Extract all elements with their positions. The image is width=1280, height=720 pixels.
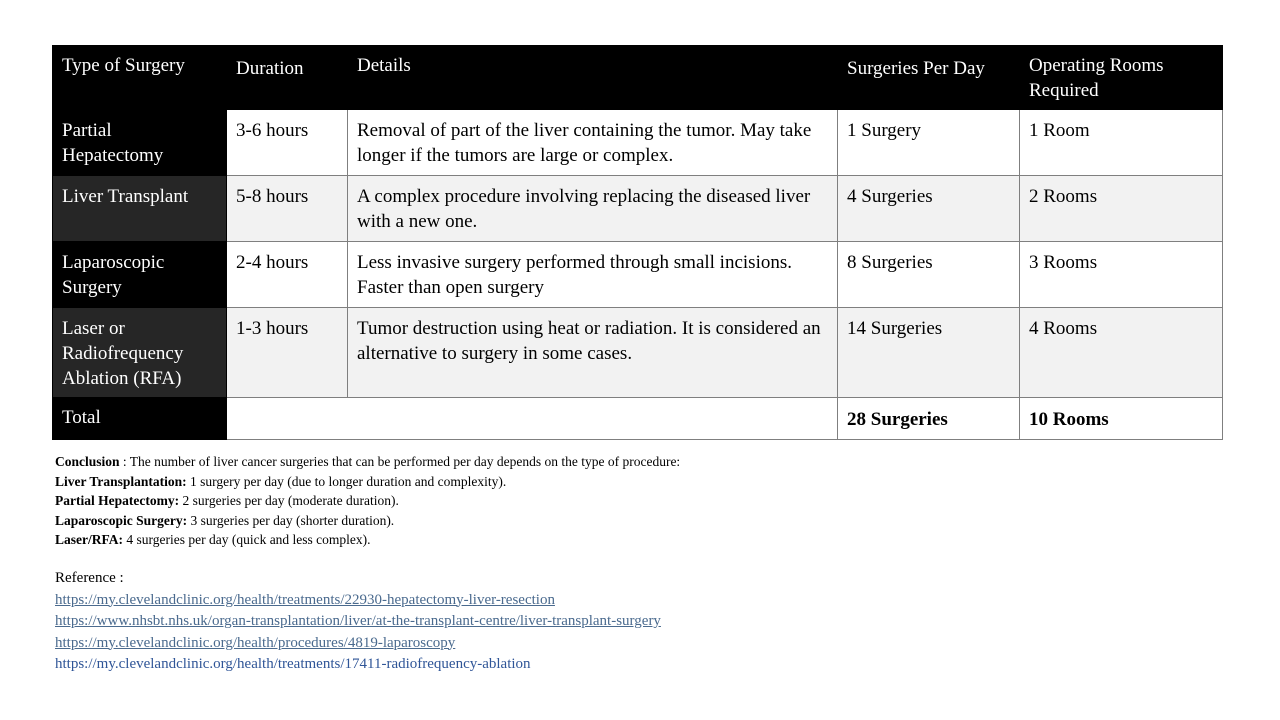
- conclusion-notes: [55, 452, 1155, 550]
- total-rooms: 10 Rooms: [1020, 398, 1223, 440]
- conclusion-item-text: 3 surgeries per day (shorter duration).: [187, 512, 395, 528]
- conclusion-item-text: 2 surgeries per day (moderate duration).: [179, 493, 399, 508]
- table-header-row: [53, 46, 1223, 110]
- conclusion-item-label: Laser/RFA:: [55, 532, 123, 547]
- rooms-required: 3 Rooms: [1020, 242, 1223, 308]
- conclusion-line: [55, 452, 1155, 472]
- conclusion-item: [55, 530, 1155, 550]
- reference-link-laparoscopy[interactable]: https://my.clevelandclinic.org/health/procedures/4819-laparoscopy: [55, 634, 456, 651]
- reference-section: [55, 568, 1155, 676]
- reference-link-hepatectomy[interactable]: https://my.clevelandclinic.org/health/treatments/22930-hepatectomy-liver-resection: [55, 591, 555, 608]
- surgery-details: A complex procedure involving replacing the diseased liver with a new one.: [348, 176, 838, 242]
- surgery-type: Partial Hepatectomy: [53, 110, 227, 176]
- reference-link-liver-transplant[interactable]: https://www.nhsbt.nhs.uk/organ-transplantation/liver/at-the-transplant-centre/liver-transplant-surgery: [55, 613, 661, 629]
- conclusion-label: Conclusion: [55, 454, 120, 469]
- surgery-duration: 5-8 hours: [227, 176, 348, 242]
- total-surgeries: 28 Surgeries: [838, 398, 1020, 440]
- table-row: [53, 176, 1223, 242]
- surgery-type: Laser or Radiofrequency Ablation (RFA): [53, 308, 227, 398]
- surgeries-per-day: 4 Surgeries: [838, 176, 1020, 242]
- header-operating-rooms: Operating Rooms Required: [1020, 46, 1223, 110]
- surgery-type: Laparoscopic Surgery: [53, 242, 227, 308]
- header-details: Details: [348, 46, 838, 110]
- conclusion-item-label: Laparoscopic Surgery:: [55, 512, 188, 528]
- surgery-type: Liver Transplant: [53, 176, 227, 242]
- surgery-duration: 1-3 hours: [227, 308, 348, 398]
- conclusion-item-text: 4 surgeries per day (quick and less complex).: [122, 532, 371, 547]
- rooms-required: 1 Room: [1020, 110, 1223, 176]
- total-row: [53, 398, 1223, 440]
- reference-label: Reference :: [55, 570, 124, 586]
- header-surgeries-per-day: Surgeries Per Day: [838, 46, 1020, 110]
- surgery-details: Tumor destruction using heat or radiation. It is considered an alternative to surgery in some cases.: [348, 308, 838, 398]
- conclusion-item-label: Partial Hepatectomy:: [55, 493, 180, 508]
- header-duration: Duration: [227, 46, 348, 110]
- conclusion-item-text: 1 surgery per day (due to longer duration and complexity).: [186, 473, 507, 489]
- total-label: Total: [53, 398, 227, 440]
- surgeries-per-day: 1 Surgery: [838, 110, 1020, 176]
- total-empty-cell: [227, 398, 838, 440]
- rooms-required: 4 Rooms: [1020, 308, 1223, 398]
- conclusion-item: [55, 472, 1155, 492]
- surgery-details: Less invasive surgery performed through small incisions. Faster than open surgery: [348, 242, 838, 308]
- surgeries-per-day: 14 Surgeries: [838, 308, 1020, 398]
- table-row: [53, 242, 1223, 308]
- surgery-details: Removal of part of the liver containing the tumor. May take longer if the tumors are large or complex.: [348, 110, 838, 176]
- conclusion-text: : The number of liver cancer surgeries that can be performed per day depends on the type of procedure:: [119, 454, 681, 469]
- conclusion-item: [55, 491, 1155, 511]
- header-type: Type of Surgery: [53, 46, 227, 110]
- table-row: [53, 110, 1223, 176]
- surgeries-per-day: 8 Surgeries: [838, 242, 1020, 308]
- conclusion-item: [55, 511, 1155, 531]
- rooms-required: 2 Rooms: [1020, 176, 1223, 242]
- conclusion-item-label: Liver Transplantation:: [55, 473, 187, 489]
- surgery-table: [52, 45, 1223, 440]
- table-row: [53, 308, 1223, 398]
- surgery-duration: 3-6 hours: [227, 110, 348, 176]
- surgery-duration: 2-4 hours: [227, 242, 348, 308]
- reference-link-radiofrequency-ablation[interactable]: https://my.clevelandclinic.org/health/treatments/17411-radiofrequency-ablation: [55, 656, 531, 672]
